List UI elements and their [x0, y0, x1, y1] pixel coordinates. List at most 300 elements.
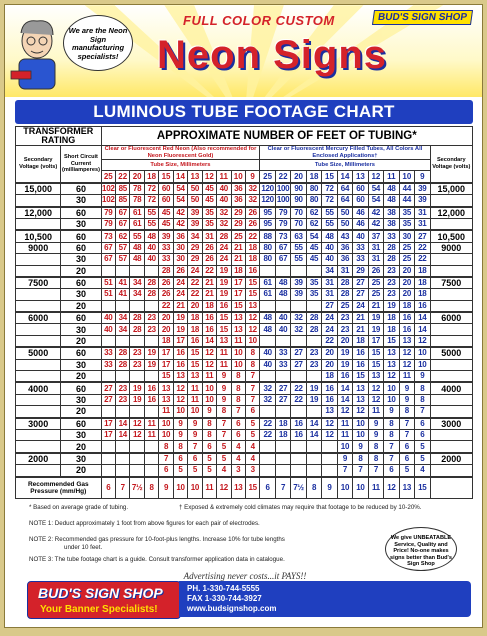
blue-value-cell: 13: [322, 406, 337, 418]
red-value-cell: 26: [202, 254, 216, 265]
blue-value-cell: 18: [415, 265, 430, 277]
tube-size-blue-cell: 12: [368, 171, 383, 183]
right-voltage-cell: 4000: [430, 382, 472, 394]
table-row: [16, 207, 473, 219]
blue-value-cell: 6: [399, 453, 414, 465]
red-value-cell: 55: [130, 230, 144, 242]
red-value-cell: 73: [101, 230, 115, 242]
red-value-cell: 8: [173, 441, 187, 453]
red-value-cell: 12: [202, 347, 216, 359]
gas-red-cell: 9: [159, 477, 173, 499]
red-value-cell: 20: [159, 312, 173, 324]
red-value-cell: 12: [130, 429, 144, 440]
blue-value-cell: 16: [337, 371, 352, 383]
blue-value-cell: 18: [415, 289, 430, 300]
blue-value-cell: 48: [275, 289, 290, 300]
blue-value-cell: [260, 406, 275, 418]
blue-value-cell: 19: [337, 359, 352, 370]
blue-value-cell: 40: [275, 312, 290, 324]
blue-value-cell: 25: [337, 300, 352, 312]
blue-value-cell: 14: [337, 382, 352, 394]
table-row: [16, 265, 473, 277]
red-value-cell: 9: [217, 382, 231, 394]
secondary-voltage-header-right: Secondary Voltage (volts): [430, 146, 472, 183]
table-row: [16, 441, 473, 453]
red-value-cell: [101, 406, 115, 418]
blue-value-cell: 10: [353, 429, 368, 440]
red-value-cell: 39: [159, 230, 173, 242]
red-value-cell: 7: [245, 382, 259, 394]
blue-value-cell: [275, 335, 290, 347]
blue-value-cell: 8: [415, 394, 430, 405]
blue-value-cell: 63: [291, 230, 306, 242]
right-voltage-cell: [430, 218, 472, 230]
red-value-cell: 45: [202, 183, 216, 195]
blue-value-cell: 55: [322, 207, 337, 219]
red-value-cell: 17: [101, 418, 115, 430]
blue-value-cell: 19: [368, 312, 383, 324]
blue-value-cell: 48: [322, 230, 337, 242]
red-value-cell: 17: [101, 429, 115, 440]
red-value-cell: 29: [231, 207, 245, 219]
table-row: [16, 312, 473, 324]
blue-value-cell: 9: [415, 371, 430, 383]
red-value-cell: 12: [173, 382, 187, 394]
red-value-cell: [116, 441, 130, 453]
right-voltage-cell: [430, 324, 472, 335]
gas-blue-cell: 7½: [291, 477, 306, 499]
blue-value-cell: 27: [415, 230, 430, 242]
red-value-cell: 13: [231, 312, 245, 324]
header-banner: [5, 5, 482, 97]
blue-value-cell: 7: [368, 465, 383, 477]
voltage-cell: [16, 289, 61, 300]
red-value-cell: 7: [217, 418, 231, 430]
red-value-cell: 62: [116, 230, 130, 242]
gas-pressure-label: Recommended Gas Pressure (mm/Hg): [16, 477, 102, 499]
red-value-cell: 21: [231, 242, 245, 253]
red-value-cell: 7: [217, 429, 231, 440]
red-value-cell: 12: [130, 418, 144, 430]
blue-value-cell: 40: [260, 359, 275, 370]
red-value-cell: [116, 265, 130, 277]
blue-value-cell: [306, 371, 321, 383]
blue-value-cell: 9: [384, 406, 399, 418]
red-value-cell: 28: [116, 347, 130, 359]
blue-value-cell: 11: [368, 406, 383, 418]
blue-value-cell: [306, 265, 321, 277]
red-value-cell: [144, 335, 158, 347]
blue-value-cell: 88: [260, 230, 275, 242]
blue-value-cell: [291, 453, 306, 465]
blue-value-cell: 12: [322, 418, 337, 430]
table-row: [16, 277, 473, 289]
blue-value-cell: 33: [384, 230, 399, 242]
tube-size-blue-cell: 22: [275, 171, 290, 183]
blue-value-cell: 5: [415, 441, 430, 453]
right-voltage-cell: [430, 265, 472, 277]
red-value-cell: 25: [231, 230, 245, 242]
red-value-cell: 36: [173, 230, 187, 242]
blue-value-cell: 23: [384, 277, 399, 289]
red-value-cell: 6: [231, 429, 245, 440]
red-value-cell: 15: [245, 289, 259, 300]
blue-value-cell: 46: [353, 218, 368, 230]
blue-value-cell: 6: [415, 418, 430, 430]
red-value-cell: 5: [202, 465, 216, 477]
red-value-cell: 5: [173, 465, 187, 477]
blue-value-cell: 28: [306, 312, 321, 324]
blue-value-cell: 28: [384, 242, 399, 253]
note-2: NOTE 2: Recommended gas pressure for 10-foot-plus lengths. Increase 10% for tube lengths: [29, 536, 285, 543]
red-value-cell: [116, 453, 130, 465]
red-value-cell: 16: [144, 394, 158, 405]
voltage-cell: 12,000: [16, 207, 61, 219]
blue-value-cell: 9: [399, 382, 414, 394]
red-value-cell: 28: [130, 312, 144, 324]
blue-value-cell: 40: [353, 230, 368, 242]
blue-value-cell: 62: [306, 218, 321, 230]
red-value-cell: 19: [130, 394, 144, 405]
red-value-cell: [101, 335, 115, 347]
right-voltage-cell: 3000: [430, 418, 472, 430]
blue-value-cell: [291, 265, 306, 277]
red-value-cell: [101, 265, 115, 277]
blue-value-cell: 25: [399, 254, 414, 265]
red-value-cell: 32: [245, 195, 259, 207]
blue-value-cell: 6: [384, 465, 399, 477]
blue-value-cell: [275, 453, 290, 465]
tube-size-blue-cell: 11: [384, 171, 399, 183]
note-3: NOTE 3: The tube footage chart is a guide. Consult transformer application data in catalogue.: [29, 556, 285, 563]
contact-block: [179, 581, 471, 617]
current-cell: 60: [61, 312, 101, 324]
table-row: [16, 324, 473, 335]
red-value-cell: 22: [159, 300, 173, 312]
tube-size-red-cell: 11: [217, 171, 231, 183]
blue-value-cell: 48: [384, 195, 399, 207]
blue-value-cell: 10: [384, 382, 399, 394]
blue-value-cell: [291, 371, 306, 383]
blue-value-cell: 24: [353, 300, 368, 312]
phone-number: PH. 1-330-744-5555: [187, 584, 260, 593]
red-value-cell: 22: [188, 277, 202, 289]
red-value-cell: 45: [202, 195, 216, 207]
red-value-cell: 13: [173, 371, 187, 383]
blue-value-cell: [260, 265, 275, 277]
blue-value-cell: 28: [337, 277, 352, 289]
blue-value-cell: 24: [322, 312, 337, 324]
blue-value-cell: 55: [322, 218, 337, 230]
gas-red-cell: 11: [202, 477, 216, 499]
blue-value-cell: 33: [353, 254, 368, 265]
blue-value-cell: [275, 406, 290, 418]
red-value-cell: 6: [188, 453, 202, 465]
tube-size-red-cell: 22: [116, 171, 130, 183]
tube-size-red-cell: 13: [188, 171, 202, 183]
blue-value-cell: 16: [399, 312, 414, 324]
blue-value-cell: 39: [415, 195, 430, 207]
red-value-cell: 9: [217, 371, 231, 383]
red-value-cell: 4: [231, 453, 245, 465]
blue-value-cell: 80: [260, 254, 275, 265]
blue-value-cell: 7: [353, 465, 368, 477]
blue-value-cell: 62: [306, 207, 321, 219]
blue-value-cell: [322, 441, 337, 453]
gas-red-cell: 7: [116, 477, 130, 499]
blue-value-cell: 55: [291, 254, 306, 265]
blue-value-cell: 8: [384, 418, 399, 430]
blue-value-cell: 20: [322, 347, 337, 359]
red-value-cell: 102: [102, 183, 115, 193]
blue-value-cell: 9: [353, 441, 368, 453]
blue-value-cell: 32: [291, 312, 306, 324]
red-value-cell: 11: [159, 406, 173, 418]
gas-pressure-row: [16, 477, 473, 499]
red-value-cell: 9: [217, 394, 231, 405]
red-value-cell: 10: [231, 359, 245, 370]
blue-value-cell: 21: [353, 312, 368, 324]
blue-value-cell: 20: [399, 289, 414, 300]
blue-value-cell: 26: [368, 265, 383, 277]
current-cell: 20: [61, 335, 101, 347]
tube-size-red-cell: 10: [231, 171, 245, 183]
blue-value-cell: 7: [415, 406, 430, 418]
blue-value-cell: 6: [415, 429, 430, 440]
red-value-cell: [130, 465, 144, 477]
red-value-cell: 54: [173, 183, 187, 195]
blue-value-cell: 10: [415, 347, 430, 359]
red-value-cell: 15: [217, 312, 231, 324]
blue-value-cell: 27: [275, 382, 290, 394]
red-value-cell: 10: [202, 382, 216, 394]
blue-value-cell: 50: [337, 218, 352, 230]
red-value-cell: 9: [173, 429, 187, 440]
blue-value-cell: 5: [415, 453, 430, 465]
red-value-cell: 50: [188, 183, 202, 195]
red-value-cell: 54: [173, 195, 187, 207]
gas-blue-cell: 15: [415, 477, 430, 499]
footage-table: [15, 126, 473, 499]
blue-value-cell: 60: [353, 183, 368, 195]
red-value-cell: 79: [101, 207, 115, 219]
red-value-cell: 19: [217, 277, 231, 289]
tube-size-blue-cell: 15: [322, 171, 337, 183]
voltage-cell: [16, 218, 61, 230]
red-value-cell: 7: [231, 406, 245, 418]
red-value-cell: [130, 300, 144, 312]
red-value-cell: 45: [159, 207, 173, 219]
red-value-cell: 19: [130, 382, 144, 394]
header-logo: BUD'S SIGN SHOP: [372, 10, 473, 25]
red-value-cell: 15: [217, 324, 231, 335]
blue-value-cell: 31: [322, 277, 337, 289]
red-value-cell: 85: [116, 195, 130, 207]
blue-value-cell: 22: [415, 242, 430, 253]
table-row: [16, 418, 473, 430]
blue-value-cell: 23: [306, 359, 321, 370]
red-value-cell: 50: [188, 195, 202, 207]
red-value-cell: 4: [245, 441, 259, 453]
approx-header: APPROXIMATE NUMBER OF FEET OF TUBING*: [101, 127, 472, 146]
red-value-cell: 14: [116, 429, 130, 440]
blue-value-cell: 64: [337, 183, 352, 195]
blue-value-cell: 34: [322, 265, 337, 277]
blue-value-cell: 67: [275, 254, 290, 265]
table-row: [16, 453, 473, 465]
blue-value-cell: 31: [415, 218, 430, 230]
blue-value-cell: 9: [368, 429, 383, 440]
current-cell: 30: [61, 218, 101, 230]
red-value-cell: 6: [159, 465, 173, 477]
red-value-cell: 22: [202, 265, 216, 277]
shop-slogan: Your Banner Specialists!: [40, 604, 158, 615]
red-value-cell: 12: [245, 324, 259, 335]
gas-blue-cell: 10: [353, 477, 368, 499]
current-cell: 30: [61, 254, 101, 265]
table-row: [16, 335, 473, 347]
blue-value-cell: [260, 465, 275, 477]
note-star: * Based on average grade of tubing.: [29, 504, 129, 511]
right-voltage-cell: [430, 300, 472, 312]
blue-value-cell: 18: [275, 418, 290, 430]
blue-value-cell: 14: [306, 418, 321, 430]
red-value-cell: 15: [245, 277, 259, 289]
blue-value-cell: 120: [260, 195, 275, 207]
red-value-cell: 11: [217, 347, 231, 359]
blue-value-cell: 28: [384, 254, 399, 265]
note-dagger: † Exposed & extremely cold climates may require that footage to be reduced by 10-20%.: [179, 504, 422, 511]
blue-value-cell: 61: [260, 277, 275, 289]
blue-value-cell: 18: [415, 277, 430, 289]
red-value-cell: [144, 441, 158, 453]
blue-value-cell: 13: [384, 347, 399, 359]
red-value-cell: 15: [188, 359, 202, 370]
blue-value-cell: [322, 453, 337, 465]
current-cell: 30: [61, 359, 101, 370]
red-value-cell: 51: [101, 289, 115, 300]
tube-size-red-cell: 12: [202, 171, 216, 183]
current-cell: 60: [61, 418, 101, 430]
red-value-cell: 18: [188, 324, 202, 335]
blue-value-cell: [291, 465, 306, 477]
blue-value-cell: 19: [306, 394, 321, 405]
voltage-cell: [16, 359, 61, 370]
service-callout: We give UNBEATABLE Service, Quality and Price! No-one makes signs better than Bud's Sign Shop: [385, 527, 457, 571]
red-value-cell: [116, 300, 130, 312]
red-value-cell: 28: [116, 359, 130, 370]
blue-value-cell: 8: [399, 406, 414, 418]
voltage-cell: 15,000: [16, 183, 61, 195]
blue-value-cell: 80: [306, 195, 321, 207]
tube-size-red-cell: 18: [144, 171, 158, 183]
red-value-cell: 34: [116, 312, 130, 324]
blue-value-cell: [260, 371, 275, 383]
blue-value-cell: 64: [337, 195, 352, 207]
blue-value-cell: 8: [353, 453, 368, 465]
blue-value-cell: 14: [415, 324, 430, 335]
red-value-cell: 48: [130, 254, 144, 265]
tube-size-blue-cell: 18: [306, 171, 321, 183]
current-cell: 30: [61, 394, 101, 405]
red-value-cell: [116, 335, 130, 347]
red-value-cell: [144, 465, 158, 477]
red-value-cell: 36: [231, 195, 245, 207]
red-value-cell: 40: [144, 242, 158, 253]
blue-value-cell: 28: [306, 324, 321, 335]
red-value-cell: [144, 265, 158, 277]
red-value-cell: 23: [116, 382, 130, 394]
blue-value-cell: 70: [291, 218, 306, 230]
blue-value-cell: 4: [415, 465, 430, 477]
blue-value-cell: 95: [260, 207, 275, 219]
current-cell: 20: [61, 441, 101, 453]
voltage-cell: 6000: [16, 312, 61, 324]
blue-value-cell: 14: [306, 429, 321, 440]
right-voltage-cell: [430, 394, 472, 405]
red-value-cell: [101, 465, 115, 477]
red-value-cell: 7: [245, 394, 259, 405]
blue-value-cell: 23: [384, 289, 399, 300]
table-row: [16, 371, 473, 383]
red-value-cell: 40: [144, 254, 158, 265]
tube-size-blue-label: Tube Size, Millimeters: [260, 160, 430, 171]
red-value-cell: [116, 406, 130, 418]
red-value-cell: 18: [188, 312, 202, 324]
current-cell: 30: [61, 453, 101, 465]
blue-value-cell: 16: [399, 324, 414, 335]
voltage-cell: [16, 394, 61, 405]
shop-name: BUD'S SIGN SHOP: [38, 585, 163, 601]
red-value-cell: 24: [188, 265, 202, 277]
red-value-cell: [101, 371, 115, 383]
red-value-cell: 29: [188, 242, 202, 253]
right-voltage-cell: [430, 371, 472, 383]
blue-value-cell: 15: [384, 335, 399, 347]
red-value-cell: 21: [173, 300, 187, 312]
red-value-cell: 67: [116, 218, 130, 230]
short-circuit-header: Short Circuit Current (milliamperes): [61, 146, 101, 183]
blue-value-cell: 31: [368, 254, 383, 265]
blue-value-cell: 25: [368, 277, 383, 289]
blue-value-cell: 37: [368, 230, 383, 242]
blue-value-cell: 50: [337, 207, 352, 219]
blue-value-cell: [291, 441, 306, 453]
current-cell: 30: [61, 429, 101, 440]
current-cell: 30: [61, 289, 101, 300]
red-value-cell: 26: [159, 277, 173, 289]
red-value-cell: 18: [245, 242, 259, 253]
blue-value-cell: 14: [337, 394, 352, 405]
table-row: [16, 465, 473, 477]
voltage-cell: 4000: [16, 382, 61, 394]
blue-value-cell: 7: [384, 441, 399, 453]
voltage-cell: [16, 335, 61, 347]
blue-value-cell: 45: [306, 254, 321, 265]
blue-value-cell: 8: [368, 453, 383, 465]
gas-blue-cell: 9: [322, 477, 337, 499]
red-value-cell: 11: [188, 394, 202, 405]
blue-value-cell: 16: [291, 418, 306, 430]
blue-value-cell: 20: [337, 335, 352, 347]
red-value-cell: 55: [144, 207, 158, 219]
blue-value-cell: 54: [368, 183, 383, 195]
red-value-cell: 33: [159, 242, 173, 253]
blue-value-cell: 11: [337, 429, 352, 440]
red-value-cell: 11: [188, 382, 202, 394]
blue-value-cell: [260, 335, 275, 347]
red-value-cell: [116, 371, 130, 383]
